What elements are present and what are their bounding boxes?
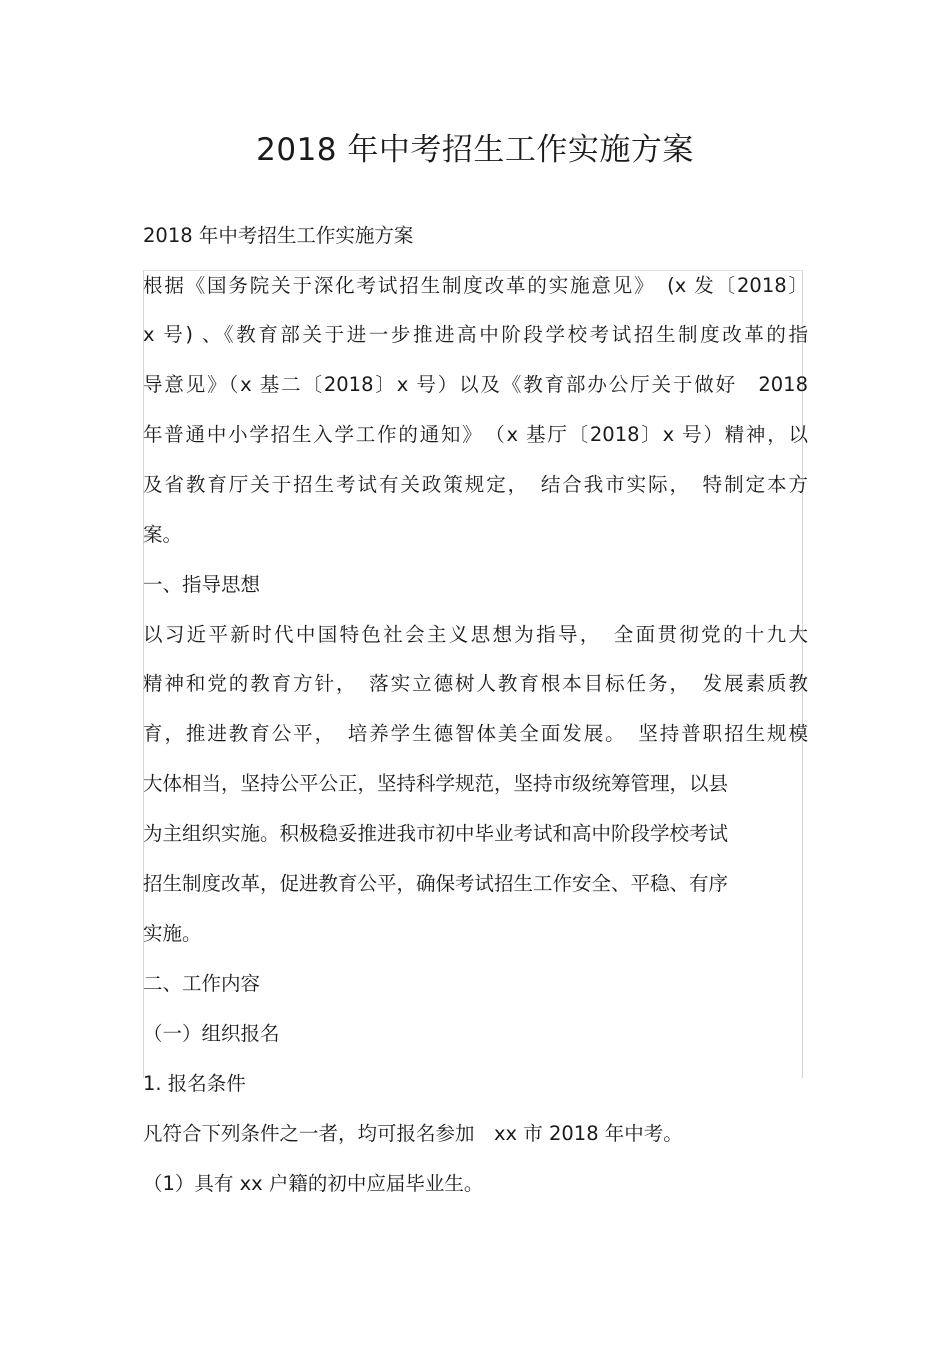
paragraph-line: 案。 [143, 523, 183, 546]
paragraph-line: 为主组织实施。积极稳妥推进我市初中毕业考试和高中阶段学校考试 [143, 822, 729, 845]
paragraph-line: 大体相当，坚持公平公正，坚持科学规范，坚持市级统筹管理，以县 [143, 772, 729, 795]
subsection-heading: （一）组织报名 [143, 1022, 280, 1045]
paragraph-line: 及省教育厅关于招生考试有关政策规定， 结合我市实际， 特制定本方 [143, 473, 808, 496]
page-title: 2018 年中考招生工作实施方案 [256, 132, 694, 168]
paragraph-line: 以习近平新时代中国特色社会主义思想为指导， 全面贯彻党的十九大 [143, 623, 808, 646]
paragraph-line: 年普通中小学招生入学工作的通知》 （x 基厅〔2018〕x 号）精神，以 [143, 423, 808, 446]
paragraph-line: 根据《国务院关于深化考试招生制度改革的实施意见》 (x 发〔2018〕 [143, 274, 808, 297]
paragraph-line: x 号) 、《教育部关于进一步推进高中阶段学校考试招生制度改革的指 [143, 323, 808, 346]
paragraph-line: 精神和党的教育方针， 落实立德树人教育根本目标任务， 发展素质教 [143, 672, 808, 695]
paragraph-line: 导意见》（x 基二〔2018〕x 号）以及《教育部办公厅关于做好 2018 [143, 373, 808, 396]
section-heading: 二、工作内容 [143, 972, 261, 995]
paragraph-line: 育，推进教育公平， 培养学生德智体美全面发展。 坚持普职招生规模 [143, 722, 808, 745]
subtitle-line: 2018 年中考招生工作实施方案 [143, 224, 414, 247]
subsection-heading: 1. 报名条件 [143, 1072, 246, 1095]
paragraph-line: 凡符合下列条件之一者，均可报名参加 xx 市 2018 年中考。 [143, 1122, 683, 1145]
paragraph-line: 招生制度改革，促进教育公平，确保考试招生工作安全、平稳、有序 [143, 872, 729, 895]
section-heading: 一、指导思想 [143, 573, 261, 596]
paragraph-line: 实施。 [143, 922, 202, 945]
paragraph-line: （1）具有 xx 户籍的初中应届毕业生。 [143, 1172, 484, 1195]
